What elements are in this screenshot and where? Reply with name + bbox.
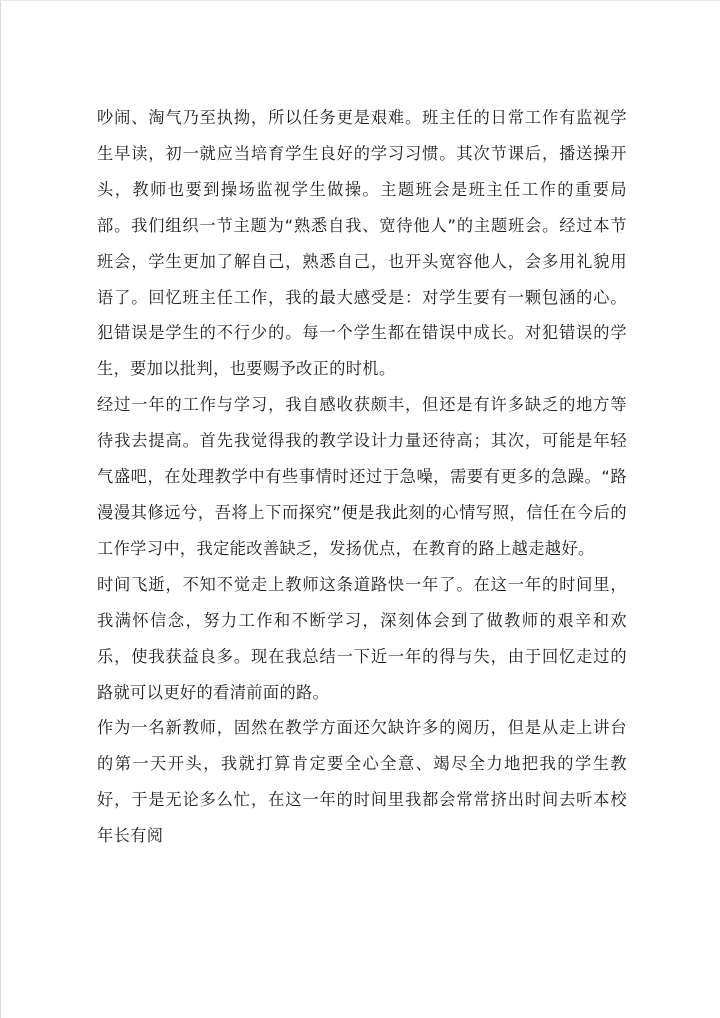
paragraph-self-improvement: 经过一年的工作与学习，我自感收获颇丰，但还是有许多缺乏的地方等待我去提高。首先我觉得我的教学设计力量还待高；其次，可能是年轻气盛吧，在处理教学中有些事情时还过于急噪，需要有更多的急躁。“路漫漫其修远兮，吾将上下而探究”便是我此刻的心情写照，信任在今后的工作学习中，我定能改善缺乏，发扬优点，在教育的路上越走越好。 [97,395,627,558]
paragraph-year-reflection: 时间飞逝，不知不觉走上教师这条道路快一年了。在这一年的时间里，我满怀信念，努力工作和不断学习，深刻体会到了做教师的艰辛和欢乐，使我获益良多。现在我总结一下近一年的得与失，由于回忆走过的路就可以更好的看清前面的路。 [97,574,627,702]
paragraph-class-management: 吵闹、淘气乃至执拗，所以任务更是艰难。班主任的日常工作有监视学生早读，初一就应当培育学生良好的学习习惯。其次节课后，播送操开头，教师也要到操场监视学生做操。主题班会是班主任工作的重要局部。我们组织一节主题为“熟悉自我、宽待他人”的主题班会。经过本节班会，学生更加了解自己，熟悉自己，也开头宽容他人，会多用礼貌用语了。回忆班主任工作，我的最大感受是：对学生要有一颗包涵的心。犯错误是学生的不行少的。每一个学生都在错误中成长。对犯错误的学生，要加以批判，也要赐予改正的时机。 [97,108,627,379]
document-body [97,100,627,854]
paragraph-new-teacher: 作为一名新教师，固然在教学方面还欠缺许多的阅历，但是从走上讲台的第一天开头，我就打算肯定要全心全意、竭尽全力地把我的学生教好，于是无论多么忙，在这一年的时间里我都会常常挤出时间去听本校年长有阅 [97,718,627,846]
